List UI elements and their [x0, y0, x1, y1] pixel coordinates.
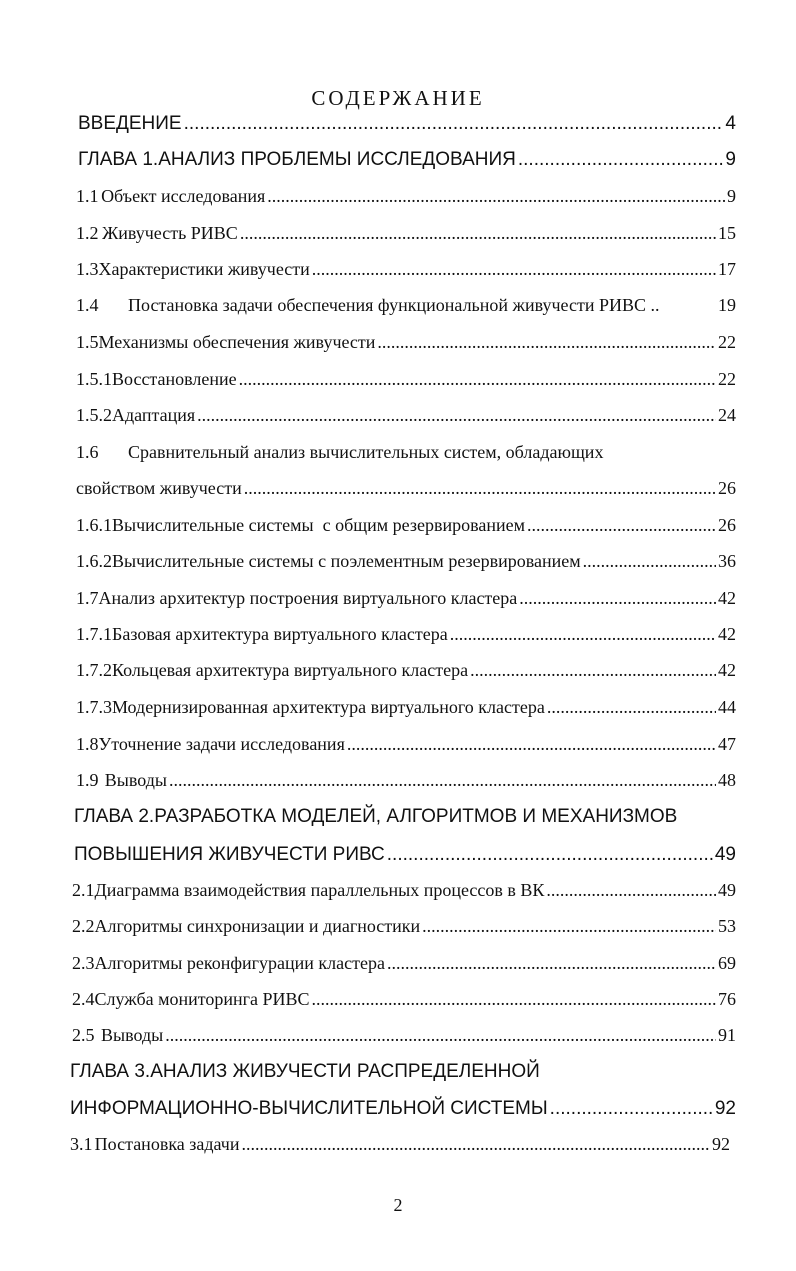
toc-leader-dots: [239, 369, 716, 390]
toc-entry-page: 26: [718, 478, 736, 498]
toc-entry-title: ВВЕДЕНИЕ: [78, 113, 182, 134]
toc-leader-dots: [519, 588, 716, 609]
toc-leader-dots: [197, 405, 716, 426]
toc-entry-1-6-1[interactable]: [76, 515, 736, 536]
toc-leader-dots: [165, 1025, 716, 1046]
toc-entry-title-continuation: ИНФОРМАЦИОННО-ВЫЧИСЛИТЕЛЬНОЙ СИСТЕМЫ: [70, 1098, 548, 1119]
toc-entry-page: 22: [718, 369, 736, 389]
toc-entry-number: 2.4: [72, 989, 95, 1009]
toc-entry-page: 91: [718, 1025, 736, 1045]
toc-entry-1-3[interactable]: [76, 259, 736, 280]
toc-entry-page: 9: [725, 149, 736, 170]
toc-entry-title: ГЛАВА 2.РАЗРАБОТКА МОДЕЛЕЙ, АЛГОРИТМОВ И МЕХАНИЗМОВ: [74, 806, 678, 827]
toc-leader-dots: [527, 515, 716, 536]
toc-entry-number: 1.7: [76, 588, 99, 608]
toc-leader-dots: [312, 989, 716, 1010]
toc-entry-title: Алгоритмы реконфигурации кластера: [94, 953, 385, 973]
toc-entry-1-6-continuation[interactable]: [76, 478, 736, 499]
toc-leader-dots: [450, 624, 716, 645]
toc-entry-title: ГЛАВА 3.АНАЛИЗ ЖИВУЧЕСТИ РАСПРЕДЕЛЕННОЙ: [70, 1061, 540, 1082]
toc-entry-2-5[interactable]: [72, 1025, 736, 1046]
toc-entry-page: 42: [718, 660, 736, 680]
toc-entry-page: 19: [718, 295, 736, 315]
toc-entry-1-5-2[interactable]: [76, 405, 736, 426]
toc-entry-page: 24: [718, 405, 736, 425]
toc-entry-1-7-1[interactable]: [76, 624, 736, 645]
toc-entry-page: 42: [718, 588, 736, 608]
toc-leader-dots: [347, 734, 716, 755]
toc-entry-title: Характеристики живучести: [98, 259, 310, 279]
toc-entry-number: 1.1: [76, 186, 99, 206]
toc-entry-page: 42: [718, 624, 736, 644]
toc-entry-2-4[interactable]: [72, 989, 736, 1010]
toc-entry-title: Постановка задачи: [94, 1134, 240, 1154]
toc-entry-page: 47: [718, 734, 736, 754]
toc-entry-title: Постановка задачи обеспечения функциональной живучести РИВС ..: [128, 295, 660, 315]
toc-entry-chapter-3[interactable]: [70, 1061, 736, 1083]
toc-entry-1-7[interactable]: [76, 588, 736, 609]
toc-leader-dots: [184, 113, 724, 135]
toc-entry-title: Механизмы обеспечения живучести: [98, 332, 376, 352]
toc-leader-dots: [267, 186, 725, 207]
toc-entry-title: Кольцевая архитектура виртуального кластера: [112, 660, 469, 680]
toc-leader-dots: [387, 953, 716, 974]
toc-entry-page: 53: [718, 916, 736, 936]
toc-entry-page: 36: [718, 551, 736, 571]
toc-leader-dots: [550, 1098, 713, 1120]
toc-entry-number: 1.2: [76, 223, 99, 243]
toc-entry-1-7-3[interactable]: [76, 697, 736, 718]
toc-entry-1-5[interactable]: [76, 332, 736, 353]
toc-entry-number: 1.5.2: [76, 405, 112, 425]
toc-entry-title: Сравнительный анализ вычислительных систем, обладающих: [128, 442, 604, 462]
toc-entry-title: Выводы: [101, 1025, 164, 1045]
toc-heading: СОДЕРЖАНИЕ: [311, 86, 485, 110]
toc-entry-title: Базовая архитектура виртуального кластера: [112, 624, 448, 644]
toc-entry-number: 1.6.1: [76, 515, 112, 535]
toc-entry-1-7-2[interactable]: [76, 660, 736, 681]
toc-leader-dots: [377, 332, 716, 353]
toc-leader-dots: [244, 478, 716, 499]
toc-entry-number: 1.3: [76, 259, 99, 279]
toc-entry-number: 2.1: [72, 880, 95, 900]
toc-entry-page: 4: [725, 113, 736, 134]
toc-entry-title: Алгоритмы синхронизации и диагностики: [94, 916, 421, 936]
toc-entry-title: Вычислительные системы с поэлементным резервированием: [112, 551, 581, 571]
toc-entry-1-4[interactable]: [76, 295, 736, 316]
toc-entry-title: Модернизированная архитектура виртуального кластера: [112, 697, 545, 717]
toc-leader-dots: [240, 223, 716, 244]
toc-leader-dots: [546, 880, 716, 901]
toc-entry-number: 1.9: [76, 770, 99, 790]
toc-entry-2-2[interactable]: [72, 916, 736, 937]
toc-entry-number: 1.4: [76, 295, 99, 315]
toc-leader-dots: [387, 844, 713, 866]
toc-entry-title: Живучесть РИВС: [102, 223, 238, 243]
toc-entry-title: Вычислительные системы с общим резервированием: [112, 515, 525, 535]
toc-entry-page: 44: [718, 697, 736, 717]
toc-entry-title: Объект исследования: [101, 186, 266, 206]
toc-entry-number: 1.6.2: [76, 551, 112, 571]
toc-leader-dots: [470, 660, 716, 681]
toc-entry-chapter-1[interactable]: [78, 149, 736, 171]
toc-entry-title: Восстановление: [112, 369, 237, 389]
toc-entry-chapter-3-continuation[interactable]: [70, 1098, 736, 1120]
toc-entry-page: 92: [712, 1134, 730, 1154]
toc-entry-page: 17: [718, 259, 736, 279]
toc-entry-number: 1.5: [76, 332, 99, 352]
toc-entry-1-6[interactable]: [76, 442, 736, 463]
toc-entry-1-8[interactable]: [76, 734, 736, 755]
toc-leader-dots: [242, 1134, 711, 1155]
toc-entry-number: 2.2: [72, 916, 95, 936]
toc-entry-number: 2.3: [72, 953, 95, 973]
toc-entry-page: 22: [718, 332, 736, 352]
toc-entry-number: 1.5.1: [76, 369, 112, 389]
toc-entry-2-3[interactable]: [72, 953, 736, 974]
toc-entry-number: 2.5: [72, 1025, 95, 1045]
toc-entry-title: Служба мониторинга РИВС: [94, 989, 310, 1009]
toc-entry-introduction[interactable]: [78, 113, 736, 135]
toc-entry-title-continuation: ПОВЫШЕНИЯ ЖИВУЧЕСТИ РИВС: [74, 844, 385, 865]
toc-entry-3-1[interactable]: [70, 1134, 730, 1155]
toc-entry-1-2[interactable]: [76, 223, 736, 244]
toc-entry-1-9[interactable]: [76, 770, 736, 791]
toc-entry-title: Выводы: [104, 770, 168, 790]
toc-entry-title: Анализ архитектур построения виртуального кластера: [98, 588, 518, 608]
toc-entry-chapter-2-continuation[interactable]: [74, 844, 736, 866]
toc-entry-page: 69: [718, 953, 736, 973]
toc-entry-number: 1.8: [76, 734, 99, 754]
toc-entry-title: ГЛАВА 1.АНАЛИЗ ПРОБЛЕМЫ ИССЛЕДОВАНИЯ: [78, 149, 516, 170]
toc-entry-1-6-2[interactable]: [76, 551, 736, 572]
toc-entry-page: 9: [727, 186, 736, 206]
toc-entry-title: Адаптация: [112, 405, 196, 425]
toc-leader-dots: [518, 149, 724, 171]
toc-entry-number: 3.1: [70, 1134, 93, 1154]
toc-entry-1-5-1[interactable]: [76, 369, 736, 390]
toc-entry-1-1[interactable]: [76, 186, 736, 207]
toc-entry-chapter-2[interactable]: [74, 806, 736, 828]
toc-entry-number: 1.7.2: [76, 660, 112, 680]
toc-leader-dots: [583, 551, 716, 572]
toc-entry-page: 49: [718, 880, 736, 900]
toc-entry-title: Уточнение задачи исследования: [98, 734, 345, 754]
toc-entry-number: 1.7.3: [76, 697, 112, 717]
toc-entry-page: 48: [718, 770, 736, 790]
toc-leader-dots: [312, 259, 716, 280]
toc-entry-number: 1.6: [76, 442, 99, 462]
toc-entry-number: 1.7.1: [76, 624, 112, 644]
toc-entry-2-1[interactable]: [72, 880, 736, 901]
toc-entry-page: 92: [714, 1098, 736, 1119]
toc-leader-dots: [169, 770, 716, 791]
toc-entry-title-continuation: свойством живучести: [76, 478, 242, 498]
toc-entry-page: 76: [718, 989, 736, 1009]
toc-entry-page: 49: [714, 844, 736, 865]
page-number: 2: [393, 1195, 403, 1215]
toc-entry-page: 26: [718, 515, 736, 535]
toc-entry-page: 15: [718, 223, 736, 243]
toc-leader-dots: [422, 916, 716, 937]
toc-entry-title: Диаграмма взаимодействия параллельных процессов в ВК: [94, 880, 545, 900]
toc-leader-dots: [547, 697, 716, 718]
